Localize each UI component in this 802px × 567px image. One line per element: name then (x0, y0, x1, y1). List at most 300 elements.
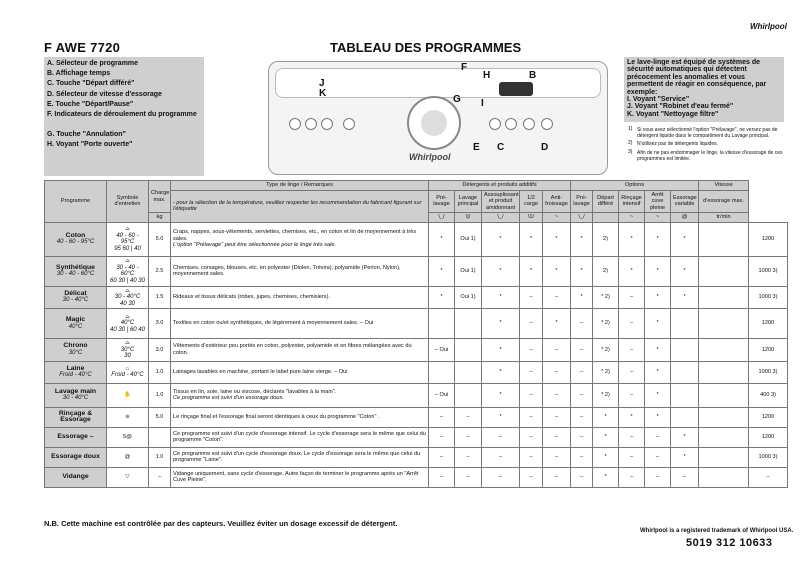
table-cell (699, 222, 749, 256)
table-row (45, 309, 788, 339)
table-row (45, 407, 788, 427)
table-cell: * (645, 286, 671, 309)
programme-name (45, 286, 107, 309)
charge-value: 1.0 (149, 361, 171, 383)
legend-item: H. Voyant "Porte ouverte" (47, 141, 133, 149)
programme-title: Laine (66, 364, 85, 372)
programme-temp: 30 - 40°C (62, 297, 89, 304)
col-charge: Charge max. (149, 181, 171, 213)
icon-lavage: \|/ (455, 213, 482, 223)
table-cell: – (543, 447, 571, 467)
footnotes (628, 127, 788, 164)
safety-box (624, 57, 784, 122)
table-cell: – (543, 339, 571, 362)
table-cell: 400 3) (749, 383, 788, 407)
table-cell: – (429, 427, 455, 447)
description-text: Ce programme est suivi d'un cycle d'essorage doux. Le cycle d'essorage sera le même que celui du programme "Laine". (173, 450, 421, 463)
care-symbol-temp: 30 - 40°C (114, 294, 141, 300)
programme-title: Lavage main (54, 387, 97, 395)
col-rincage: Rinçage intensif (619, 190, 645, 213)
table-cell (699, 256, 749, 286)
label-B: B (529, 70, 537, 81)
footer-note: N.B. Cette machine est contrôlée par des capteurs. Veuillez éviter un dosage excessif de détergent. (44, 519, 398, 528)
care-symbol (107, 427, 149, 447)
panel-button (289, 118, 301, 130)
label-H: H (483, 70, 491, 81)
table-cell: * (593, 427, 619, 447)
care-symbol-icon: ☼ (124, 365, 131, 372)
programme-name (45, 383, 107, 407)
panel-button (305, 118, 317, 130)
care-symbol-temp: 40 - 60 - 95°C (116, 232, 139, 245)
table-cell: – (482, 467, 520, 487)
programme-title: Magic (65, 316, 86, 323)
col-programme: Programme (45, 181, 107, 223)
safety-item: K. Voyant "Nettoyage filtre" (627, 110, 719, 118)
description (171, 361, 429, 383)
table-cell: * (520, 256, 543, 286)
programme-table (44, 180, 788, 488)
care-symbol-boxes: 60 30 | 40 30 (110, 277, 145, 284)
table-cell: * (520, 222, 543, 256)
table-cell (671, 339, 699, 362)
label-J: J (319, 78, 325, 89)
charge-value: 3.0 (149, 339, 171, 362)
legend-item: E. Touche "Départ/Pause" (47, 100, 134, 108)
safety-item: I. Voyant "Service" (627, 96, 690, 104)
table-cell: – (455, 407, 482, 427)
table-cell: – (520, 361, 543, 383)
table-cell (671, 361, 699, 383)
table-cell (699, 407, 749, 427)
table-cell: * (543, 222, 571, 256)
table-cell: * (645, 256, 671, 286)
table-cell: * (482, 361, 520, 383)
table-row (45, 383, 788, 407)
table-cell: * (543, 256, 571, 286)
control-legend (44, 57, 204, 176)
table-cell: – Oui (429, 339, 455, 362)
table-cell: – (571, 427, 593, 447)
brand-logo: Whirlpool (750, 22, 787, 31)
programme-temp: 30 - 40°C (62, 395, 89, 401)
table-cell: – (520, 467, 543, 487)
charge-value: 1.0 (149, 447, 171, 467)
table-cell: – (749, 467, 788, 487)
care-symbol (107, 286, 149, 309)
table-cell: – (543, 383, 571, 407)
table-cell (429, 361, 455, 383)
charge-value: 3.0 (149, 309, 171, 339)
table-row (45, 339, 788, 362)
care-symbol (107, 467, 149, 487)
table-cell: – (520, 407, 543, 427)
table-cell (455, 361, 482, 383)
table-cell: – (482, 447, 520, 467)
col-vitesse-unit: tr/min (699, 213, 749, 223)
care-symbol-icon: ⌓ (125, 287, 130, 294)
table-cell: – (520, 339, 543, 362)
table-cell: * (645, 407, 671, 427)
col-options: Options (571, 181, 699, 191)
table-cell (455, 309, 482, 339)
col-symbole: Symbole d'entretien (107, 181, 149, 223)
care-symbol-icon: ✋ (124, 391, 131, 398)
table-cell: 2) (593, 222, 619, 256)
table-cell: 1200 (749, 339, 788, 362)
programme-name (45, 407, 107, 427)
icon-assouplissant: \_/ (482, 213, 520, 223)
care-symbol-icon: ⌓ (125, 226, 130, 232)
programme-temp: Froid - 40°C (59, 372, 92, 378)
table-cell: – (455, 447, 482, 467)
col-prelavage: Pré-lavage (429, 190, 455, 213)
icon-prelavage: \_/ (429, 213, 455, 223)
table-cell: – (571, 309, 593, 339)
footnote: 3) Afin de ne pas endommager le linge, la vitesse d'essorage de ces programmes est limitée. (628, 148, 783, 162)
description-text: Chemises, corsages, blouses, etc. en polyester (Diolen, Trévira), polyamide (Perlon, Nylon), moyennement sales. (173, 264, 401, 277)
document-code: 5019 312 10633 (686, 537, 773, 549)
programme-name (45, 309, 107, 339)
table-cell: – (671, 467, 699, 487)
table-cell (671, 309, 699, 339)
programme-temp: 30°C (68, 349, 83, 356)
icon-opt-prelavage: \_/ (571, 213, 593, 223)
table-cell: * (482, 407, 520, 427)
table-cell: * (619, 256, 645, 286)
col-depart-differe: Départ différé (593, 190, 619, 213)
table-cell: * (482, 222, 520, 256)
care-symbol-temp: Froid - 40°C (111, 372, 144, 378)
table-cell (699, 383, 749, 407)
label-D: D (541, 142, 549, 153)
table-cell: * (671, 427, 699, 447)
table-cell: – (543, 467, 571, 487)
description-text: Craps, nappes, sous-vêtements, serviettes, chemises, etc., en coton et lin de moyennement à très sales. (173, 229, 417, 242)
table-cell: – (543, 427, 571, 447)
table-cell: 1000 3) (749, 256, 788, 286)
care-symbol-icon: ≋ (125, 413, 130, 420)
table-cell: 1000 3) (749, 286, 788, 309)
col-lavage: Lavage principal (455, 190, 482, 213)
legend-item: A. Sélecteur de programme (47, 60, 139, 67)
programme-title: Chrono (63, 342, 88, 350)
table-cell (671, 407, 699, 427)
table-cell: – (619, 339, 645, 362)
col-demi-charge: 1/2 carge (520, 190, 543, 213)
table-row (45, 447, 788, 467)
description (171, 427, 429, 447)
care-symbol-icon: ▽ (125, 473, 130, 480)
table-cell: * (482, 309, 520, 339)
care-symbol-temp: 40°C (120, 320, 135, 327)
programme-name (45, 467, 107, 487)
col-arret-cuve: Arrêt cuve pleine (645, 190, 671, 213)
table-cell (429, 309, 455, 339)
table-cell: * (619, 222, 645, 256)
care-symbol (107, 407, 149, 427)
description-note: L'option "Prélavage" peut être sélectionnée pour le linge très sale. (173, 242, 337, 249)
table-cell (671, 383, 699, 407)
programme-title: Rinçage & Essorage (58, 409, 93, 423)
table-cell: – (520, 447, 543, 467)
table-row (45, 361, 788, 383)
programme-title: Synthétique (56, 263, 95, 271)
programme-temp: 30 - 40 - 60°C (56, 271, 95, 277)
table-cell: – (520, 309, 543, 339)
table-cell: Oui 1) (455, 222, 482, 256)
table-cell: * (543, 309, 571, 339)
icon-antifroissage: ~ (543, 213, 571, 223)
care-symbol-boxes: 30 (124, 353, 131, 359)
table-cell: * (571, 286, 593, 309)
table-cell: – (619, 427, 645, 447)
table-cell: 1200 (749, 427, 788, 447)
programme-temp: 40°C (68, 323, 83, 330)
charge-value: 2.5 (149, 256, 171, 286)
table-cell: 1200 (749, 222, 788, 256)
col-vitesse: Vitesse (699, 181, 749, 191)
care-symbol (107, 339, 149, 362)
table-cell (699, 427, 749, 447)
table-cell: * (645, 339, 671, 362)
legend-item: B. Affichage temps (47, 70, 111, 78)
care-symbol (107, 222, 149, 256)
label-F: F (461, 62, 468, 73)
safety-intro: Le lave-linge est équipé de systèmes de sécurité automatiques qui détectent précocement les anomalies et vous permettent de réagir en conséquence, par exemple: (627, 59, 767, 96)
legend-item: F. Indicateurs de déroulement du programme (47, 111, 197, 119)
programme-title: Coton (65, 231, 86, 239)
charge-value: 5.0 (149, 222, 171, 256)
table-cell: * (593, 447, 619, 467)
table-cell: – (619, 286, 645, 309)
table-row (45, 256, 788, 286)
care-symbol (107, 447, 149, 467)
description (171, 467, 429, 487)
description (171, 286, 429, 309)
panel-brand: Whirlpool (409, 152, 451, 162)
programme-title: Essorage doux (51, 452, 100, 460)
table-cell: * (645, 309, 671, 339)
table-cell: – (571, 339, 593, 362)
table-cell (699, 447, 749, 467)
table-cell: * (482, 256, 520, 286)
table-cell: * (571, 222, 593, 256)
panel-button (489, 118, 501, 130)
table-cell: – (645, 467, 671, 487)
table-cell: 2) (593, 256, 619, 286)
table-row (45, 427, 788, 447)
table-cell: * (645, 222, 671, 256)
table-cell: – (619, 467, 645, 487)
programme-name (45, 256, 107, 286)
care-symbol-icon: @ (124, 453, 131, 460)
table-cell: * (645, 383, 671, 407)
safety-item: J. Voyant "Robinet d'eau fermé" (627, 103, 734, 111)
programme-title: Essorage – (57, 432, 94, 440)
col-antifroissage: Anti-froissage (543, 190, 571, 213)
table-cell (699, 339, 749, 362)
table-cell: * (593, 467, 619, 487)
model-number: F AWE 7720 (44, 40, 121, 55)
description-note: Ce programme est suivi d'un essorage doux. (173, 395, 284, 401)
table-row (45, 222, 788, 256)
panel-button (505, 118, 517, 130)
label-G: G (453, 94, 461, 105)
col-charge-unit: kg (149, 213, 171, 223)
description (171, 447, 429, 467)
description (171, 309, 429, 339)
table-cell: * (482, 339, 520, 362)
care-symbol (107, 309, 149, 339)
legend-item: C. Touche "Départ différé" (47, 80, 135, 88)
table-cell: – (571, 361, 593, 383)
table-cell: – (455, 427, 482, 447)
icon-rincage: ~ (619, 213, 645, 223)
table-cell (455, 339, 482, 362)
description (171, 222, 429, 256)
care-symbol-boxes: 40 30 | 60 40 (110, 326, 145, 333)
table-cell: – (429, 447, 455, 467)
description-text: Textiles en coton ou/et synthétiques, de légèrement à moyennement sales. – Oui (173, 320, 374, 327)
col-type: Type de linge / Remarques (171, 181, 429, 191)
table-cell: – (520, 383, 543, 407)
table-cell: 1000 3) (749, 361, 788, 383)
programme-name (45, 427, 107, 447)
table-cell: * (429, 256, 455, 286)
table-cell: * (429, 286, 455, 309)
label-C: C (497, 142, 505, 153)
legend-item: D. Sélecteur de vitesse d'essorage (47, 90, 162, 98)
description-text: Vêtements d'extérieur peu portés en coton, polyester, polyamide et en fibres mélangées avec du coton. (173, 343, 412, 356)
table-cell (699, 467, 749, 487)
programme-temp: 40 - 60 - 95°C (56, 239, 95, 245)
table-cell: – Oui (429, 383, 455, 407)
label-E: E (473, 142, 480, 153)
table-cell (455, 383, 482, 407)
table-cell: * (671, 286, 699, 309)
table-cell (699, 309, 749, 339)
table-cell: – (520, 286, 543, 309)
charge-value: – (149, 467, 171, 487)
panel-button (321, 118, 333, 130)
table-cell: – (571, 407, 593, 427)
table-cell: – (455, 467, 482, 487)
description (171, 407, 429, 427)
table-cell: * (645, 361, 671, 383)
table-cell: * (482, 383, 520, 407)
footnote: 1) Si vous avez sélectionné l'option "Prélavage", ne versez pas de détergent liquide dans le compartiment du Lavage principal. (628, 126, 778, 140)
table-cell: – (429, 407, 455, 427)
table-cell: * (671, 256, 699, 286)
table-cell: * (671, 222, 699, 256)
table-cell: 1200 (749, 407, 788, 427)
programme-name (45, 361, 107, 383)
table-cell: – (571, 467, 593, 487)
label-K: K (319, 88, 327, 99)
panel-button (541, 118, 553, 130)
table-cell: – (571, 447, 593, 467)
icon-depart (593, 213, 619, 223)
description-text: Ce programme est suivi d'un cycle d'essorage intensif. Le cycle d'essorage sera le même que celui du programme "Coton". (173, 430, 426, 443)
col-detergents: Détergents et produits additifs (429, 181, 571, 191)
table-cell: – (543, 407, 571, 427)
table-cell: * 2) (593, 361, 619, 383)
table-cell: * (571, 256, 593, 286)
programme-name (45, 447, 107, 467)
icon-essorage: @ (671, 213, 699, 223)
table-cell: * (429, 222, 455, 256)
table-cell: – (619, 447, 645, 467)
programme-title: Délicat (64, 289, 87, 297)
table-cell: * 2) (593, 383, 619, 407)
col-essorage: Essorage variable (671, 190, 699, 213)
care-symbol-icon: 5@ (123, 433, 132, 440)
col-opt-prelavage: Pré-lavage (571, 190, 593, 213)
table-cell: * (619, 407, 645, 427)
table-cell: – (645, 427, 671, 447)
charge-value: 1.0 (149, 383, 171, 407)
table-cell: 1000 3) (749, 447, 788, 467)
table-cell: – (543, 286, 571, 309)
table-cell: * 2) (593, 286, 619, 309)
trademark: Whirlpool is a registered trademark of Whirlpool USA. (640, 528, 794, 534)
legend-item: G. Touche "Annulation" (47, 131, 126, 139)
label-I: I (481, 98, 484, 109)
description (171, 339, 429, 362)
icon-arret: ~ (645, 213, 671, 223)
page-title: TABLEAU DES PROGRAMMES (330, 40, 522, 55)
table-cell: – (429, 467, 455, 487)
care-symbol (107, 361, 149, 383)
description (171, 383, 429, 407)
table-cell: * 2) (593, 339, 619, 362)
care-symbol-icon: ⌓ (125, 340, 130, 346)
panel-button (343, 118, 355, 130)
footnote: 2) N'utilisez pas de détergents liquides. (628, 140, 719, 148)
charge-value (149, 427, 171, 447)
care-symbol-temp: 30°C (120, 346, 135, 353)
col-vitesse-max: d'essorage max. (699, 190, 749, 213)
care-symbol-boxes: 40 30 (119, 300, 135, 307)
table-cell: * (482, 286, 520, 309)
type-note: - pour la sélection de la température, veuillez respecter les recommandation du fabricant figurant sur l'étiquette (171, 190, 429, 222)
table-cell: Oui 1) (455, 286, 482, 309)
care-symbol-boxes: 95 60 | 40 (114, 245, 141, 252)
table-cell: Oui 1) (455, 256, 482, 286)
charge-value: 1.5 (149, 286, 171, 309)
charge-value: 5.0 (149, 407, 171, 427)
description-text: Vidange uniquement, sans cycle d'essorage. Autre façon de terminer le programme après un "Arrêt Cuve Pleine". (173, 470, 419, 483)
description-text: Tissus en lin, soie, laine ou viscose, déclarés "lavables à la main". (173, 388, 337, 395)
programme-name (45, 222, 107, 256)
table-cell (699, 361, 749, 383)
care-symbol (107, 383, 149, 407)
table-cell: – (543, 361, 571, 383)
table-cell: – (482, 427, 520, 447)
care-symbol (107, 256, 149, 286)
panel-button (523, 118, 535, 130)
table-cell: * (671, 447, 699, 467)
table-row (45, 286, 788, 309)
programme-title: Vidange (62, 472, 89, 480)
care-symbol-icon: ⌓ (125, 258, 130, 264)
description-text: Rideaux et tissus délicats (robes, jupes, chemises, chemisiers). (173, 294, 330, 300)
table-cell: – (571, 383, 593, 407)
control-panel-diagram (268, 61, 608, 175)
table-cell: – (520, 427, 543, 447)
table-cell: – (619, 309, 645, 339)
